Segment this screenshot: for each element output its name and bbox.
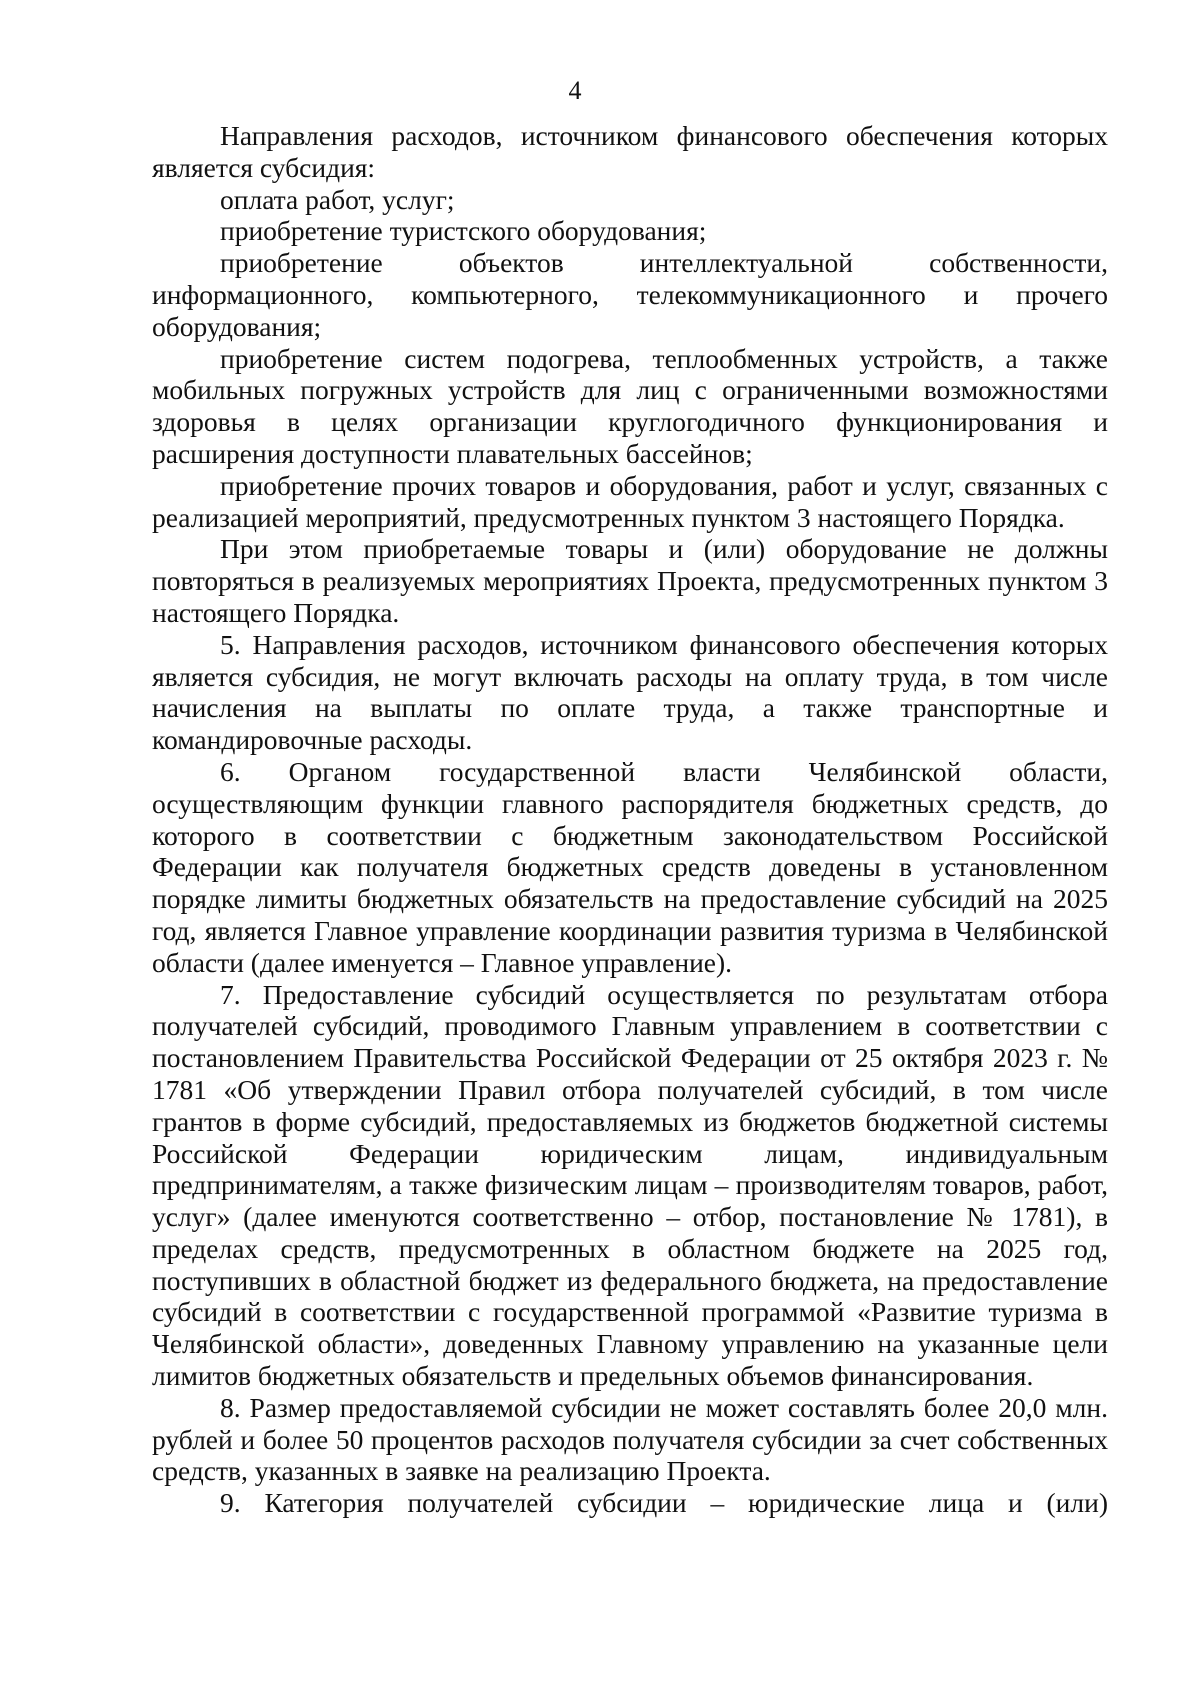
list-item-payment-works: оплата работ, услуг; <box>220 183 455 215</box>
clause-8: 8. Размер предоставляемой субсидии не может составлять более 20,0 млн. рублей и более 50 процентов расходов получателя субсидии за счет собственных средств, указанных в заявке на реализацию Проекта. <box>152 1391 1108 1487</box>
paragraph-no-repetition: При этом приобретаемые товары и (или) оборудование не должны повторяться в реализуемых мероприятиях Проекта, предусмотренных пунктом 3 настоящего Порядка. <box>152 533 1108 628</box>
clause-6: 6. Органом государственной власти Челябинской области, осуществляющим функции главного распорядителя бюджетных средств, до которого в соответствии с бюджетным законодательством Российской Федерации как получателя бюджетных средств доведены в установленном порядке лимиты бюджетных обязательств на предоставление субсидий на 2025 год, является Главное управление координации развития туризма в Челябинской области (далее именуется – Главное управление). <box>152 755 1108 978</box>
page-number: 4 <box>568 76 582 105</box>
clause-7: 7. Предоставление субсидий осуществляется по результатам отбора получателей субсидий, проводимого Главным управлением в соответствии с постановлением Правительства Российской Федерации от 25 октября 2023 г. № 1781 «Об утверждении Правил отбора получателей субсидий, в том числе грантов в форме субсидий, предоставляемых из бюджетов бюджетной системы Российской Федерации юридическим лицам, индивидуальным предпринимателям, а также физическим лицам – производителям товаров, работ, услуг» (далее именуются соответственно – отбор, постановление № 1781), в пределах средств, предусмотренных в областном бюджете на 2025 год, поступивших в областной бюджет из федерального бюджета, на предоставление субсидий в соответствии с государственной программой «Развитие туризма в Челябинской области», доведенных Главному управлению на указанные цели лимитов бюджетных обязательств и предельных объемов финансирования. <box>152 978 1108 1392</box>
list-item-tourist-equipment: приобретение туристского оборудования; <box>220 215 707 247</box>
paragraph-expense-directions: Направления расходов, источником финансового обеспечения которых является субсидия: <box>152 120 1108 183</box>
document-body <box>152 120 1108 1519</box>
clause-5: 5. Направления расходов, источником финансового обеспечения которых является субсидия, не могут включать расходы на оплату труда, в том числе начисления на выплаты по оплате труда, а также транспортные и командировочные расходы. <box>152 628 1108 756</box>
list-item-other-goods: приобретение прочих товаров и оборудования, работ и услуг, связанных с реализацией мероприятий, предусмотренных пунктом 3 настоящего Порядка. <box>152 469 1108 533</box>
list-item-intellectual-property: приобретение объектов интеллектуальной собственности, информационного, компьютерного, телекоммуникационного и прочего оборудования; <box>152 247 1108 342</box>
clause-9: 9. Категория получателей субсидии – юридические лица и (или) <box>220 1487 1108 1519</box>
list-item-heating-systems: приобретение систем подогрева, теплообменных устройств, а также мобильных погружных устройств для лиц с ограниченными возможностями здоровья в целях организации круглогодичного функционирования и расширения доступности плавательных бассейнов; <box>152 342 1108 469</box>
